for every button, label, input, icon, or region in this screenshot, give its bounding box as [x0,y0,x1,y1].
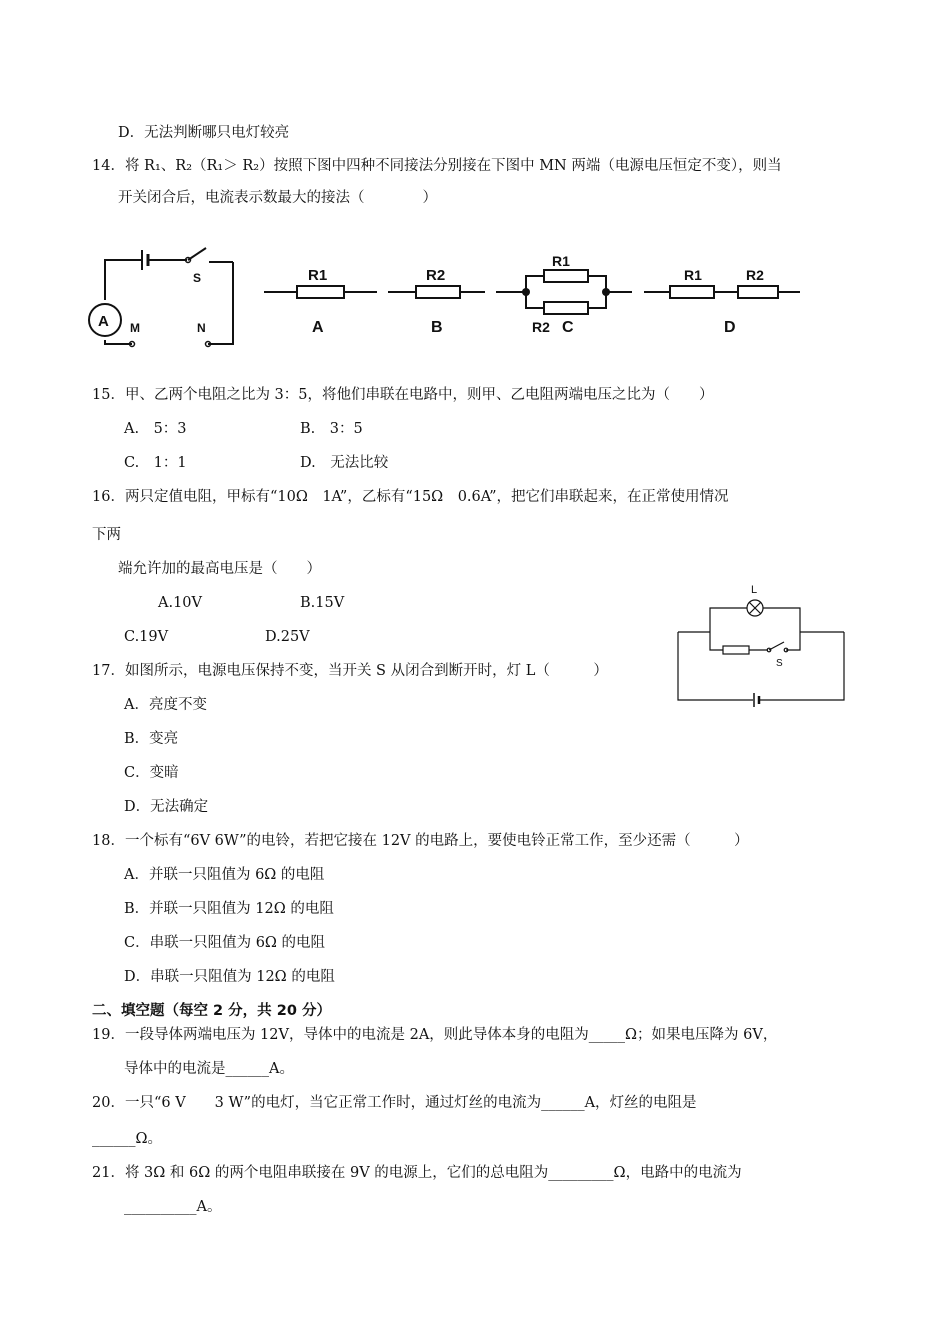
q18-option-d: D．串联一只阻值为 12Ω 的电阻 [124,969,335,985]
q20-line2: ______Ω。 [92,1131,163,1147]
q16-stem-line2: 下两 [92,527,121,543]
q16-option-d: D.25V [265,629,310,645]
q17-stem: 17．如图所示，电源电压保持不变，当开关 S 从闭合到断开时，灯 L（ ） [92,663,608,679]
q16-option-c: C.19V [124,629,169,645]
q21-line1: 21．将 3Ω 和 6Ω 的两个电阻串联接在 9V 的电源上，它们的总电阻为_________Ω，电路中的电流为 [92,1165,742,1181]
q18-option-a: A．并联一只阻值为 6Ω 的电阻 [124,867,325,883]
q16-option-a: A.10V [158,595,203,611]
resistor-r2-label: R2 [426,267,446,284]
q14-option-b-diagram [388,262,488,342]
q14-option-d-diagram [644,262,804,342]
option-a-label: A [312,319,324,336]
q17-option-c: C．变暗 [124,765,179,781]
q15-stem: 15．甲、乙两个电阻之比为 3：5，将他们串联在电路中，则甲、乙电阻两端电压之比为（ ） [92,387,714,403]
ammeter-symbol-label: A [98,313,109,330]
series-r1-label: R1 [684,267,702,283]
parallel-r2-label: R2 [532,319,550,335]
parallel-r1-label: R1 [552,253,570,269]
section-2-heading: 二、填空题（每空 2 分，共 20 分） [92,1003,331,1019]
q15-option-d: D. 无法比较 [300,455,389,471]
q14-stem-line1: 14．将 R₁、R₂（R₁＞ R₂）按照下图中四种不同接法分别接在下图中 MN 两端（电源电压恒定不变），则当 [92,158,782,174]
q17-option-d: D．无法确定 [124,799,209,815]
switch-label: S [193,271,202,285]
q14-option-c-diagram [496,250,636,340]
q17-option-a: A．亮度不变 [124,697,207,713]
resistor-r1-label: R1 [308,267,328,284]
q19-line1: 19．一段导体两端电压为 12V，导体中的电流是 2A，则此导体本身的电阻为_____Ω；如果电压降为 6V， [92,1027,778,1043]
q21-line2: __________A。 [124,1199,222,1215]
terminal-n-label: N [197,321,206,335]
q19-line2: 导体中的电流是______A。 [124,1061,294,1077]
q18-option-c: C．串联一只阻值为 6Ω 的电阻 [124,935,326,951]
option-c-label: C [562,319,574,336]
q20-line1: 20．一只“6 V 3 W”的电灯，当它正常工作时，通过灯丝的电流为______A，灯丝的电阻是 [92,1095,697,1111]
q15-option-a: A. 5：3 [124,421,187,437]
terminal-m-label: M [130,321,140,335]
q14-circuit-diagram [80,240,250,360]
option-b-label: B [431,319,443,336]
q15-option-c: C. 1：1 [124,455,187,471]
q16-stem-line3: 端允许加的最高电压是（ ） [118,561,321,577]
q18-stem: 18．一个标有“6V 6W”的电铃，若把它接在 12V 的电路上，要使电铃正常工作，至少还需（ ） [92,833,749,849]
option-d-label: D [724,319,736,336]
q16-option-b: B.15V [300,595,345,611]
q18-option-b: B．并联一只阻值为 12Ω 的电阻 [124,901,334,917]
q14-option-a-diagram [264,262,379,342]
q17-circuit-diagram [670,580,855,710]
q15-option-b: B. 3：5 [300,421,363,437]
switch-s-label: S [776,658,783,669]
series-r2-label: R2 [746,267,764,283]
q14-stem-line2: 开关闭合后，电流表示数最大的接法（ ） [118,190,437,206]
lamp-label: L [751,584,758,596]
q16-stem-line1: 16．两只定值电阻，甲标有“10Ω 1A”，乙标有“15Ω 0.6A”，把它们串联起来，在正常使用情况 [92,489,729,505]
q13-option-d: D．无法判断哪只电灯较亮 [118,125,290,141]
q17-option-b: B．变亮 [124,731,179,747]
